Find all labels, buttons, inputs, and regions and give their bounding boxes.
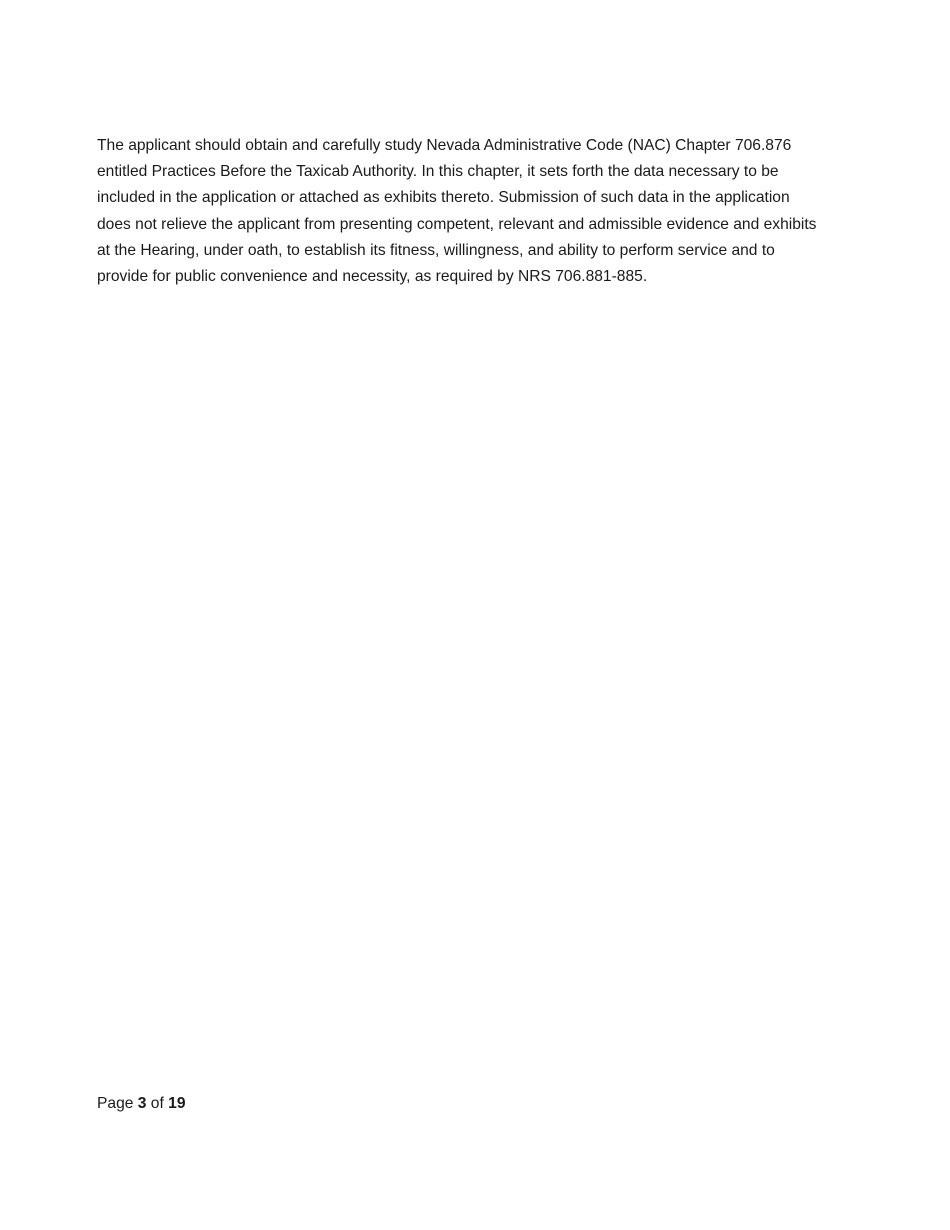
total-pages-number: 19 — [168, 1095, 186, 1112]
page-footer — [97, 1093, 186, 1115]
page-label: Page — [97, 1095, 134, 1112]
of-label: of — [150, 1095, 164, 1112]
current-page-number: 3 — [137, 1095, 147, 1112]
body-paragraph: The applicant should obtain and carefully study Nevada Administrative Code (NAC) Chapter 706.876 entitled Practices Before the Taxicab Authority. In this chapter, it sets forth the data necessary to be included in the application or attached as exhibits thereto. Submission of such data in the application does not relieve the applicant from presenting competent, relevant and admissible evidence and exhibits at the Hearing, under oath, to establish its fitness, willingness, and ability to perform service and to provide for public convenience and necessity, as required by NRS 706.881-885. — [97, 137, 817, 286]
